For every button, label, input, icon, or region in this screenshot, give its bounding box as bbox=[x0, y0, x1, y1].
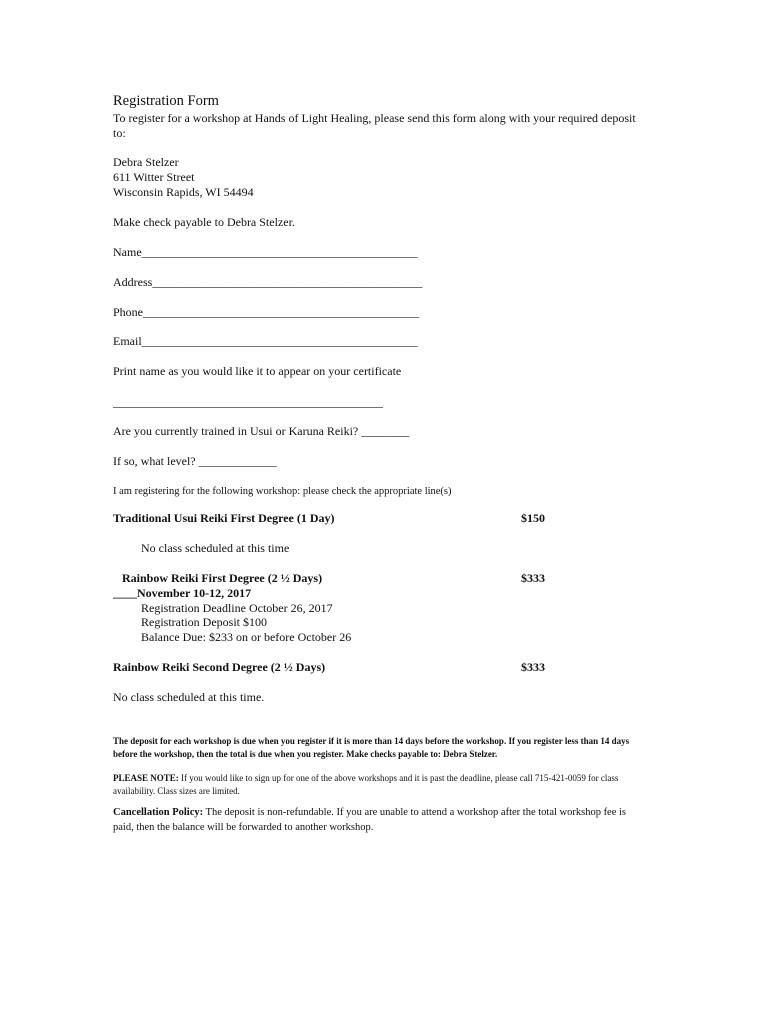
rainbow1-deposit: Registration Deposit $100 bbox=[141, 615, 267, 629]
rainbow2-price: $333 bbox=[521, 660, 545, 674]
level-question[interactable]: If so, what level? _____________ bbox=[113, 454, 277, 468]
please-note-text: If you would like to sign up for one of the above workshops and it is past the deadline, please call 715-421-0059 for class availability. Class sizes are limited. bbox=[113, 773, 619, 796]
rainbow1-price: $333 bbox=[521, 571, 545, 585]
registering-text: I am registering for the following workshop: please check the appropriate line(s) bbox=[113, 486, 452, 497]
name-field[interactable]: Name______________________________________________ bbox=[113, 245, 418, 259]
address-name: Debra Stelzer bbox=[113, 155, 179, 169]
page-title: Registration Form bbox=[113, 93, 219, 109]
usui-price: $150 bbox=[521, 511, 545, 525]
cancellation-text: The deposit is non-refundable. If you are unable to attend a workshop after the total workshop fee is paid, then the balance will be forwarded to another workshop. bbox=[113, 807, 627, 833]
rainbow1-date-checkbox[interactable]: ____November 10-12, 2017 bbox=[113, 586, 252, 600]
trained-question[interactable]: Are you currently trained in Usui or Karuna Reiki? ________ bbox=[113, 424, 410, 438]
rainbow1-balance: Balance Due: $233 on or before October 26 bbox=[141, 630, 352, 644]
usui-title: Traditional Usui Reiki First Degree (1 Day) bbox=[113, 511, 335, 525]
rainbow1-deadline: Registration Deadline October 26, 2017 bbox=[141, 601, 333, 615]
deposit-note: The deposit for each workshop is due when you register if it is more than 14 days before the workshop. If you register less than 14 days before the workshop, then the total is due when you register. Make checks payable to: Debra Stelzer. bbox=[113, 736, 630, 759]
address-city: Wisconsin Rapids, WI 54494 bbox=[113, 185, 254, 199]
please-note bbox=[113, 772, 643, 798]
please-note-label: PLEASE NOTE: bbox=[113, 773, 179, 783]
rainbow2-title: Rainbow Reiki Second Degree (2 ½ Days) bbox=[113, 660, 326, 674]
address-street: 611 Witter Street bbox=[113, 170, 195, 184]
email-field[interactable]: Email______________________________________________ bbox=[113, 334, 418, 348]
address-field[interactable]: Address_____________________________________________ bbox=[113, 275, 423, 289]
intro-text: To register for a workshop at Hands of Light Healing, please send this form along with your required deposit to: bbox=[113, 111, 636, 140]
usui-note: No class scheduled at this time bbox=[141, 541, 290, 555]
print-name-field[interactable]: _____________________________________________ bbox=[113, 395, 383, 409]
cancellation-policy bbox=[113, 805, 648, 835]
cancellation-label: Cancellation Policy: bbox=[113, 807, 204, 818]
rainbow2-note: No class scheduled at this time. bbox=[113, 690, 265, 704]
print-name-label: Print name as you would like it to appear on your certificate bbox=[113, 364, 402, 378]
payable-text: Make check payable to Debra Stelzer. bbox=[113, 215, 295, 229]
phone-field[interactable]: Phone______________________________________________ bbox=[113, 305, 419, 319]
rainbow1-title: Rainbow Reiki First Degree (2 ½ Days) bbox=[122, 571, 323, 585]
